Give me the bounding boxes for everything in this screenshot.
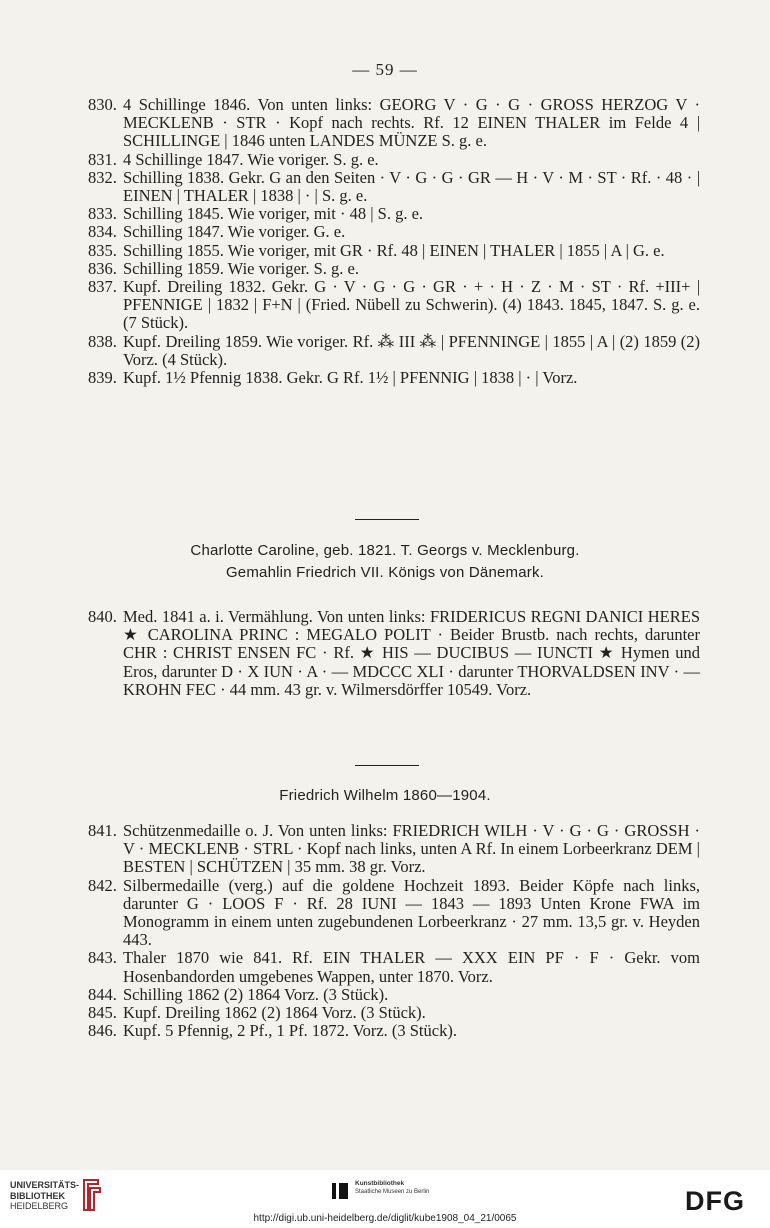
- entries-list-c: [88, 822, 700, 1040]
- entry-number: 838.: [88, 331, 117, 351]
- entry-838: [88, 333, 700, 369]
- entry-number: 833.: [88, 204, 117, 224]
- entry-number: 843.: [88, 948, 117, 968]
- entry-text: Schilling 1838. Gekr. G an den Seiten · V · G · G · GR — H · V · M · ST · Rf. · 48 · | EINEN | THALER | 1838 | · | S. g. e.: [123, 167, 700, 206]
- entry-number: 845.: [88, 1003, 117, 1023]
- entry-840: [88, 608, 700, 699]
- entry-835: [88, 242, 700, 260]
- entry-number: 842.: [88, 875, 117, 895]
- entry-text: Schilling 1855. Wie voriger, mit GR · Rf. 48 | EINEN | THALER | 1855 | A | G. e.: [123, 240, 665, 260]
- entry-text: Kupf. Dreiling 1832. Gekr. G · V · G · G · GR · + · H · Z · M · ST · Rf. +III+ | PFENNIGE | 1832 | F+N | (Fried. Nübell zu Schwerin). (4) 1843. 1845, 1847. S. g. e. (7 Stück).: [123, 277, 700, 333]
- entry-831: [88, 151, 700, 169]
- entry-832: [88, 169, 700, 205]
- entry-number: 846.: [88, 1021, 117, 1041]
- kb-line: Kunstbibliothek: [355, 1180, 405, 1187]
- entry-number: 839.: [88, 368, 117, 388]
- entry-number: 840.: [88, 607, 117, 626]
- university-library-name: [10, 1180, 79, 1212]
- section-heading-charlotte: [0, 540, 770, 584]
- entry-number: 844.: [88, 984, 117, 1004]
- entry-846: [88, 1022, 700, 1040]
- entry-842: [88, 877, 700, 950]
- page-number: — 59 —: [352, 60, 418, 79]
- kb-line: Staatliche Museen zu Berlin: [355, 1189, 430, 1195]
- entry-text: 4 Schillinge 1847. Wie voriger. S. g. e.: [123, 149, 379, 169]
- entry-834: [88, 223, 700, 241]
- entries-list-a: [88, 96, 700, 387]
- entry-number: 834.: [88, 222, 117, 242]
- entry-833: [88, 205, 700, 223]
- entry-text: Kupf. Dreiling 1862 (2) 1864 Vorz. (3 Stück).: [123, 1003, 426, 1023]
- section-divider: [355, 765, 419, 766]
- entry-number: 830.: [88, 95, 117, 114]
- uni-line: UNIVERSITÄTS-: [10, 1180, 80, 1190]
- entry-text: Silbermedaille (verg.) auf die goldene Hochzeit 1893. Beider Köpfe nach links, darunter G · LOOS F · Rf. 28 IUNI — 1843 — 1893 Unten Krone FWA im Monogramm in einem unten zugebundenen Lorbeerkranz · 27 mm. 13,5 gr. v. Heyden 443.: [123, 875, 700, 950]
- entry-text: Kupf. 5 Pfennig, 2 Pf., 1 Pf. 1872. Vorz. (3 Stück).: [123, 1021, 457, 1041]
- section-divider: [355, 519, 419, 520]
- entry-number: 835.: [88, 240, 117, 260]
- entry-845: [88, 1004, 700, 1022]
- section-heading-friedrich: Friedrich Wilhelm 1860—1904.: [279, 787, 491, 804]
- entry-841: [88, 822, 700, 877]
- entry-836: [88, 260, 700, 278]
- kunstbibliothek-logo-icon: [330, 1181, 350, 1201]
- entry-number: 832.: [88, 167, 117, 187]
- entry-843: [88, 949, 700, 985]
- entry-830: [88, 96, 700, 151]
- university-logo-icon: [78, 1178, 104, 1212]
- source-url-link[interactable]: http://digi.ub.uni-heidelberg.de/diglit/kube1908_04_21/0065: [253, 1213, 517, 1224]
- entry-text: Kupf. Dreiling 1859. Wie voriger. Rf. ⁂ III ⁂ | PFENNINGE | 1855 | A | (2) 1859 (2) Vorz. (4 Stück).: [123, 331, 700, 369]
- entry-text: Schilling 1862 (2) 1864 Vorz. (3 Stück).: [123, 984, 389, 1004]
- dfg-logo: DFG: [685, 1186, 745, 1216]
- section-heading-line: Gemahlin Friedrich VII. Königs von Dänemark.: [225, 564, 545, 581]
- entry-text: Schilling 1845. Wie voriger, mit · 48 | S. g. e.: [123, 204, 424, 224]
- uni-line: HEIDELBERG: [10, 1201, 69, 1211]
- entry-839: [88, 369, 700, 387]
- entry-text: Thaler 1870 wie 841. Rf. EIN THALER — XXX EIN PF · F · Gekr. vom Hosenbandorden umgebenes Wappen, unter 1870. Vorz.: [123, 948, 700, 986]
- entry-number: 831.: [88, 149, 117, 169]
- entry-number: 841.: [88, 821, 117, 840]
- uni-line: BIBLIOTHEK: [10, 1190, 65, 1201]
- entry-text: Schilling 1847. Wie voriger. G. e.: [123, 222, 346, 242]
- entry-837: [88, 278, 700, 333]
- entry-text: Kupf. 1½ Pfennig 1838. Gekr. G Rf. 1½ | PFENNIG | 1838 | · | Vorz.: [123, 368, 578, 388]
- kunstbibliothek-name: [355, 1180, 429, 1196]
- entry-text: Schützenmedaille o. J. Von unten links: FRIEDRICH WILH · V · G · G · GROSSH · V · MECKLENB · STRL · Kopf nach links, unten A Rf. In einem Lorbeerkranz DEM | BESTEN | SCHÜTZEN | 35 mm. 38 gr. Vorz.: [123, 821, 700, 877]
- entry-text: Med. 1841 a. i. Vermählung. Von unten links: FRIDERICUS REGNI DANICI HERES ★ CAROLINA PRINC : MEGALO POLIT · Beider Brustb. nach rechts, darunter CHR : CHRIST ENSEN FC · Rf. ★ HIS — DUCIBUS — IUNCTI ★ Hymen und Eros, darunter D · X IUN · A · — MDCCC XLI · darunter THORVALDSEN INV · — KROHN FEC · 44 mm. 43 gr. v. Wilmersdörffer 10549. Vorz.: [123, 607, 700, 699]
- entry-text: Schilling 1859. Wie voriger. S. g. e.: [123, 258, 359, 278]
- entry-number: 837.: [88, 277, 117, 297]
- entry-number: 836.: [88, 258, 117, 278]
- section-heading-line: Charlotte Caroline, geb. 1821. T. Georgs v. Mecklenburg.: [190, 542, 580, 559]
- entry-844: [88, 986, 700, 1004]
- entry-text: 4 Schillinge 1846. Von unten links: GEORG V · G · G · GROSS HERZOG V · MECKLENB · STR · Kopf nach rechts. Rf. 12 EINEN THALER im Felde 4 | SCHILLINGE | 1846 unten LANDES MÜNZE S. g. e.: [123, 95, 700, 151]
- entries-list-b: [88, 608, 700, 699]
